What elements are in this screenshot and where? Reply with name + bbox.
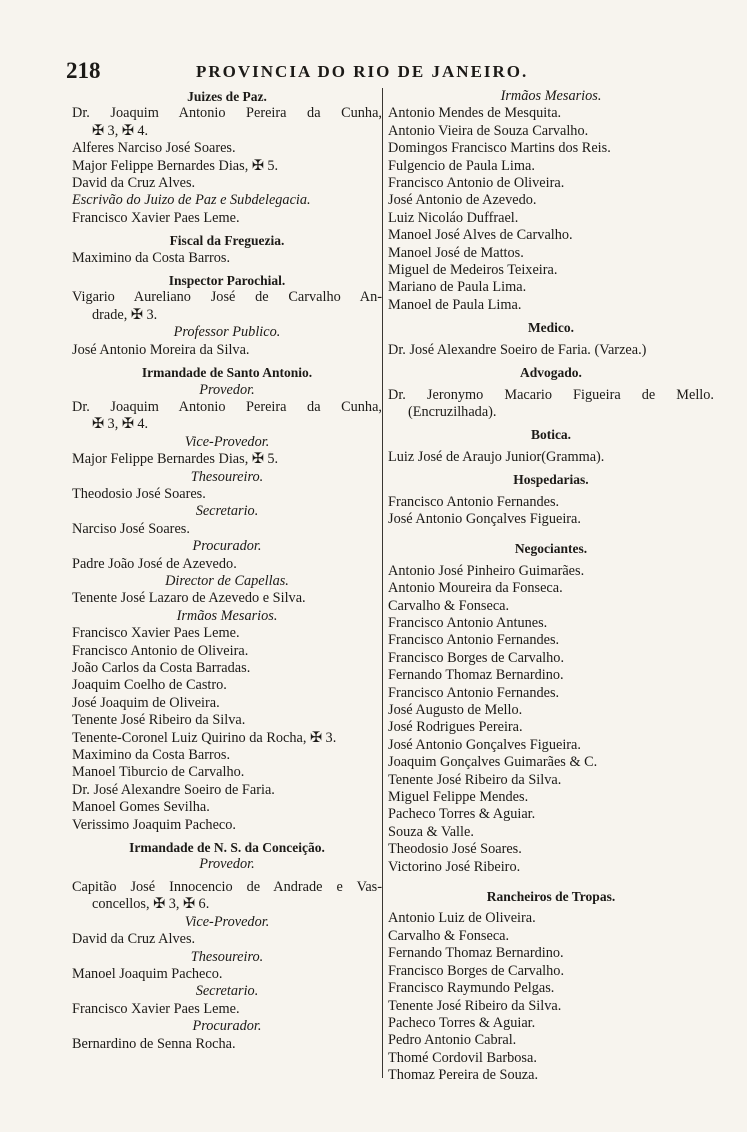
entry-line: Maximino da Costa Barros. — [72, 747, 231, 764]
office-title: Procurador. — [192, 1018, 262, 1035]
entry-line: Francisco Antonio Antunes. — [388, 614, 548, 631]
entry-line: José Antonio Gonçalves Figueira. — [388, 736, 581, 753]
entry-line: Thomé Cordovil Barbosa. — [388, 1049, 537, 1066]
entry-continuation: drade, ✠ 3. — [92, 306, 158, 323]
entry-line: Bernardino de Senna Rocha. — [72, 1035, 236, 1052]
entry-line: Tenente José Ribeiro da Silva. — [388, 771, 562, 788]
entry-line: Victorino José Ribeiro. — [388, 858, 521, 875]
entry-line: Dr. Joaquim Antonio Pereira da Cunha, — [72, 398, 382, 415]
section-heading: Medico. — [527, 320, 575, 336]
entry-line: Carvalho & Fonseca. — [388, 597, 510, 614]
entry-line: Manoel José de Mattos. — [388, 244, 524, 261]
entry-line: Miguel Felippe Mendes. — [388, 789, 529, 806]
entry-line: José Antonio Gonçalves Figueira. — [388, 510, 581, 527]
entry-line: Tenente José Lazaro de Azevedo e Silva. — [72, 590, 306, 607]
entry-line: Major Felippe Bernardes Dias, ✠ 5. — [72, 451, 279, 468]
office-title: Escrivão do Juizo de Paz e Subdelegacia. — [72, 192, 311, 209]
office-title: Professor Publico. — [173, 324, 281, 341]
entry-line: Fulgencio de Paula Lima. — [388, 157, 535, 174]
entry-line: Dr. Jeronymo Macario Figueira de Mello. — [388, 386, 714, 403]
entry-line: Capitão José Innocencio de Andrade e Vas- — [72, 878, 382, 895]
entry-continuation: ✠ 3, ✠ 4. — [92, 416, 149, 433]
entry-line: Antonio Vieira de Souza Carvalho. — [388, 122, 589, 139]
entry-line: Francisco Raymundo Pelgas. — [388, 980, 555, 997]
section-heading: Juizes de Paz. — [187, 89, 267, 104]
section-heading: Advogado. — [520, 365, 582, 381]
entry-line: Dr. José Alexandre Soeiro de Faria. (Varzea.) — [388, 341, 647, 358]
office-title: Thesoureiro. — [190, 468, 264, 485]
entry-line: Thomaz Pereira de Souza. — [388, 1067, 539, 1084]
entry-line: José Rodrigues Pereira. — [388, 719, 523, 736]
section-heading: Botica. — [530, 427, 572, 443]
office-title: Secretario. — [195, 983, 259, 1000]
column-divider — [382, 88, 383, 1078]
entry-line: Theodosio José Soares. — [72, 485, 206, 502]
entry-line: Francisco Xavier Paes Leme. — [72, 625, 240, 642]
entry-line: Souza & Valle. — [388, 823, 474, 840]
running-title: PROVINCIA DO RIO DE JANEIRO. — [196, 62, 529, 81]
entry-line: Francisco Xavier Paes Leme. — [72, 209, 240, 226]
section-heading: Negociantes. — [514, 541, 588, 557]
office-title: Thesoureiro. — [190, 948, 264, 965]
office-title: Vice-Provedor. — [184, 913, 270, 930]
office-title: Vice-Provedor. — [184, 433, 270, 450]
entry-line: José Augusto de Mello. — [388, 702, 523, 718]
entry-line: Antonio José Pinheiro Guimarães. — [388, 562, 585, 579]
entry-line: Manoel Gomes Sevilha. — [72, 799, 210, 816]
section-heading: Inspector Parochial. — [168, 273, 286, 289]
section-heading: Irmandade de Santo Antonio. — [141, 365, 313, 381]
entry-line: José Antonio Moreira da Silva. — [72, 341, 250, 358]
page-number: 218 — [66, 58, 101, 83]
entry-line: Manoel José Alves de Carvalho. — [388, 227, 573, 244]
entry-line: Mariano de Paula Lima. — [388, 279, 527, 296]
entry-line: João Carlos da Costa Barradas. — [72, 660, 251, 676]
entry-line: Joaquim Coelho de Castro. — [72, 677, 227, 694]
entry-line: Manoel de Paula Lima. — [388, 296, 522, 313]
section-heading: Hospedarias. — [513, 472, 589, 488]
entry-line: Antonio Moureira da Fonseca. — [388, 580, 563, 597]
entry-line: Theodosio José Soares. — [388, 841, 522, 858]
entry-continuation: concellos, ✠ 3, ✠ 6. — [92, 896, 210, 913]
entry-line: Padre João José de Azevedo. — [72, 555, 237, 572]
entry-line: José Joaquim de Oliveira. — [72, 694, 220, 711]
entry-line: Alferes Narciso José Soares. — [72, 140, 236, 157]
entry-line: Luiz José de Araujo Junior(Gramma). — [388, 448, 605, 465]
entry-line: Luiz Nicoláo Duffrael. — [388, 209, 519, 226]
entry-line: Tenente José Ribeiro da Silva. — [72, 712, 246, 729]
section-heading: Fiscal da Freguezia. — [169, 233, 285, 249]
entry-line: Pedro Antonio Cabral. — [388, 1032, 517, 1049]
entry-line: Major Felippe Bernardes Dias, ✠ 5. — [72, 157, 279, 174]
entry-continuation: ✠ 3, ✠ 4. — [92, 122, 149, 139]
entry-line: Francisco Antonio de Oliveira. — [388, 175, 565, 192]
entry-line: Domingos Francisco Martins dos Reis. — [388, 140, 611, 157]
entry-line: Joaquim Gonçalves Guimarães & C. — [388, 754, 598, 771]
entry-line: Manoel Tiburcio de Carvalho. — [72, 764, 245, 781]
page-header — [66, 58, 706, 86]
office-title: Irmãos Mesarios. — [176, 607, 278, 624]
entry-line: Tenente-Coronel Luiz Quirino da Rocha, ✠ 3. — [72, 729, 337, 746]
entry-line: Dr. José Alexandre Soeiro de Faria. — [72, 781, 275, 798]
right-column — [388, 88, 714, 1085]
entry-line: Fernando Thomaz Bernardino. — [388, 945, 564, 962]
entry-line: Francisco Xavier Paes Leme. — [72, 1000, 240, 1017]
entry-line: David da Cruz Alves. — [72, 175, 196, 192]
entry-line: Francisco Antonio Fernandes. — [388, 493, 560, 510]
section-heading: Rancheiros de Tropas. — [486, 889, 616, 905]
entry-line: Tenente José Ribeiro da Silva. — [388, 997, 562, 1014]
office-title: Provedor. — [199, 856, 255, 873]
entry-line: Francisco Antonio de Oliveira. — [72, 642, 249, 659]
entry-line: Maximino da Costa Barros. — [72, 249, 231, 266]
entry-line: Antonio Mendes de Mesquita. — [388, 105, 562, 122]
entry-continuation: (Encruzilhada). — [408, 403, 497, 420]
office-title: Procurador. — [192, 538, 262, 555]
left-column — [72, 88, 382, 1053]
entry-line: Pacheco Torres & Aguiar. — [388, 806, 536, 823]
entry-line: Narciso José Soares. — [72, 520, 190, 537]
entry-line: Pacheco Torres & Aguiar. — [388, 1014, 536, 1031]
entry-line: Carvalho & Fonseca. — [388, 927, 510, 944]
entry-line: Francisco Antonio Fernandes. — [388, 684, 560, 701]
entry-line: Verissimo Joaquim Pacheco. — [72, 816, 236, 833]
entry-line: Miguel de Medeiros Teixeira. — [388, 262, 558, 279]
entry-line: Francisco Antonio Fernandes. — [388, 632, 560, 649]
office-title: Provedor. — [199, 381, 255, 398]
entry-line: José Antonio de Azevedo. — [388, 192, 537, 209]
entry-line: David da Cruz Alves. — [72, 931, 196, 948]
entry-line: Dr. Joaquim Antonio Pereira da Cunha, — [72, 105, 382, 122]
office-title: Irmãos Mesarios. — [500, 88, 602, 104]
entry-line: Vigario Aureliano José de Carvalho An- — [72, 289, 382, 306]
entry-line: Fernando Thomaz Bernardino. — [388, 667, 564, 684]
office-title: Director de Capellas. — [165, 572, 289, 589]
section-heading: Irmandade de N. S. da Conceição. — [129, 840, 325, 856]
entry-line: Manoel Joaquim Pacheco. — [72, 965, 223, 982]
entry-line: Francisco Borges de Carvalho. — [388, 649, 565, 666]
office-title: Secretario. — [195, 503, 259, 520]
entry-line: Antonio Luiz de Oliveira. — [388, 910, 536, 927]
entry-line: Francisco Borges de Carvalho. — [388, 962, 565, 979]
